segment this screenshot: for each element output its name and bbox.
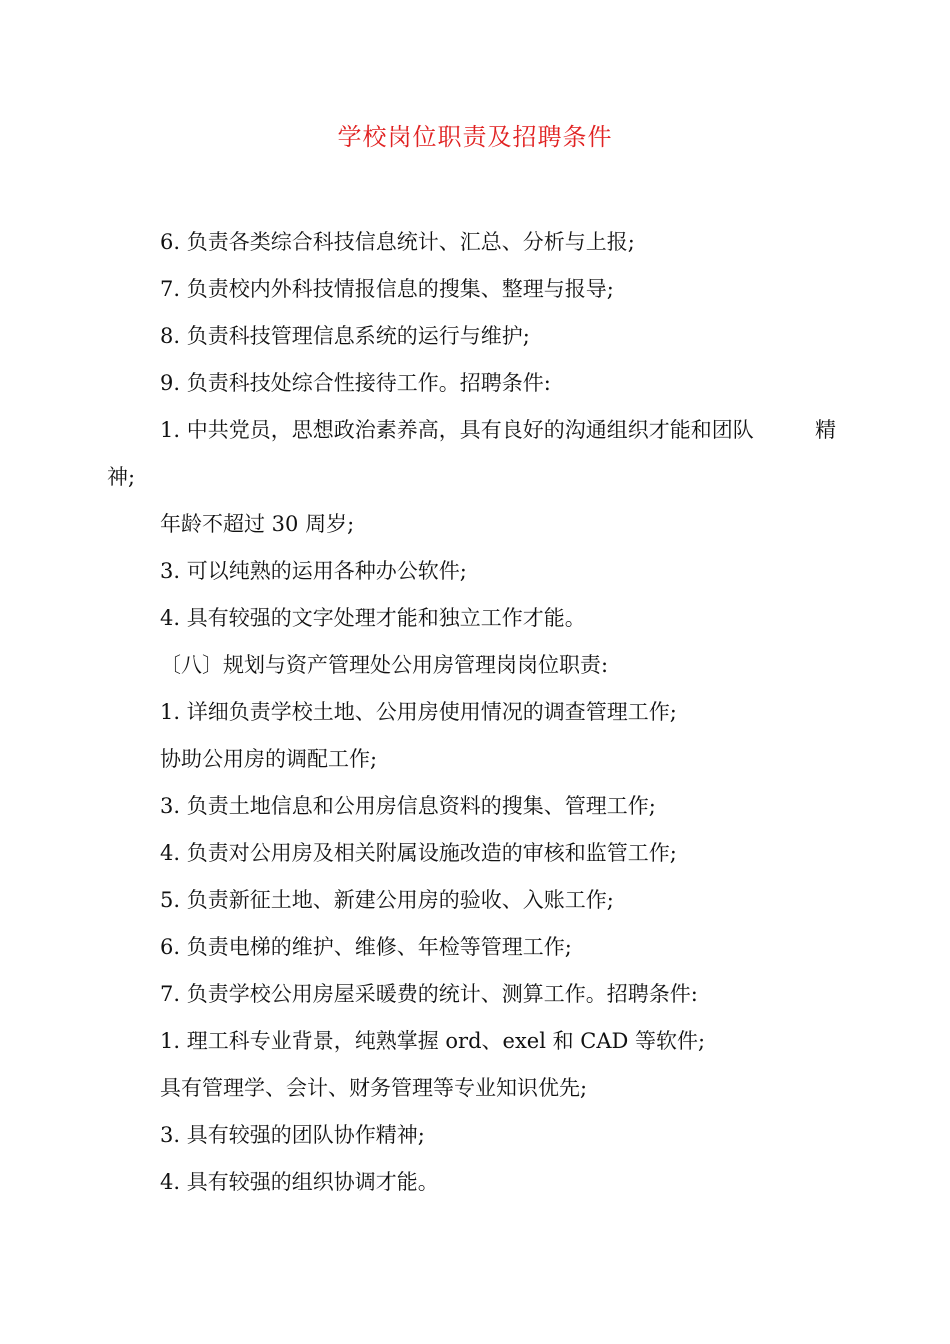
- text-line: 年龄不超过 30 周岁;: [160, 512, 355, 536]
- text-line: 9. 负责科技处综合性接待工作。招聘条件:: [160, 371, 551, 395]
- text-line: 3. 具有较强的团队协作精神;: [160, 1123, 425, 1147]
- text-line: 7. 负责学校公用房屋采暖费的统计、测算工作。招聘条件:: [160, 982, 698, 1006]
- text-line-justified: [160, 416, 836, 444]
- text-line: 具有管理学、会计、财务管理等专业知识优先;: [160, 1076, 588, 1100]
- text-line-tail: 精: [815, 418, 836, 442]
- text-line-main: 1. 中共党员，思想政治素养高，具有良好的沟通组织才能和团队: [160, 418, 754, 442]
- text-line: 8. 负责科技管理信息系统的运行与维护;: [160, 324, 530, 348]
- text-line: 4. 具有较强的组织协调才能。: [160, 1170, 439, 1194]
- text-line: 7. 负责校内外科技情报信息的搜集、整理与报导;: [160, 277, 614, 301]
- text-line: 4. 负责对公用房及相关附属设施改造的审核和监管工作;: [160, 841, 677, 865]
- text-line: 协助公用房的调配工作;: [160, 747, 378, 771]
- section-heading: 〔八〕规划与资产管理处公用房管理岗岗位职责:: [160, 653, 609, 677]
- text-line: 6. 负责电梯的维护、维修、年检等管理工作;: [160, 935, 572, 959]
- text-line: 6. 负责各类综合科技信息统计、汇总、分析与上报;: [160, 230, 635, 254]
- text-line: 4. 具有较强的文字处理才能和独立工作才能。: [160, 606, 586, 630]
- document-title: 学校岗位职责及招聘条件: [337, 123, 613, 151]
- text-line: 1. 详细负责学校土地、公用房使用情况的调查管理工作;: [160, 700, 677, 724]
- text-line: 3. 可以纯熟的运用各种办公软件;: [160, 559, 467, 583]
- text-line: 1. 理工科专业背景，纯熟掌握 ord、exel 和 CAD 等软件;: [160, 1029, 706, 1053]
- text-line: 3. 负责土地信息和公用房信息资料的搜集、管理工作;: [160, 794, 656, 818]
- text-line: 5. 负责新征土地、新建公用房的验收、入账工作;: [160, 888, 614, 912]
- text-line-continuation: 神;: [107, 465, 136, 489]
